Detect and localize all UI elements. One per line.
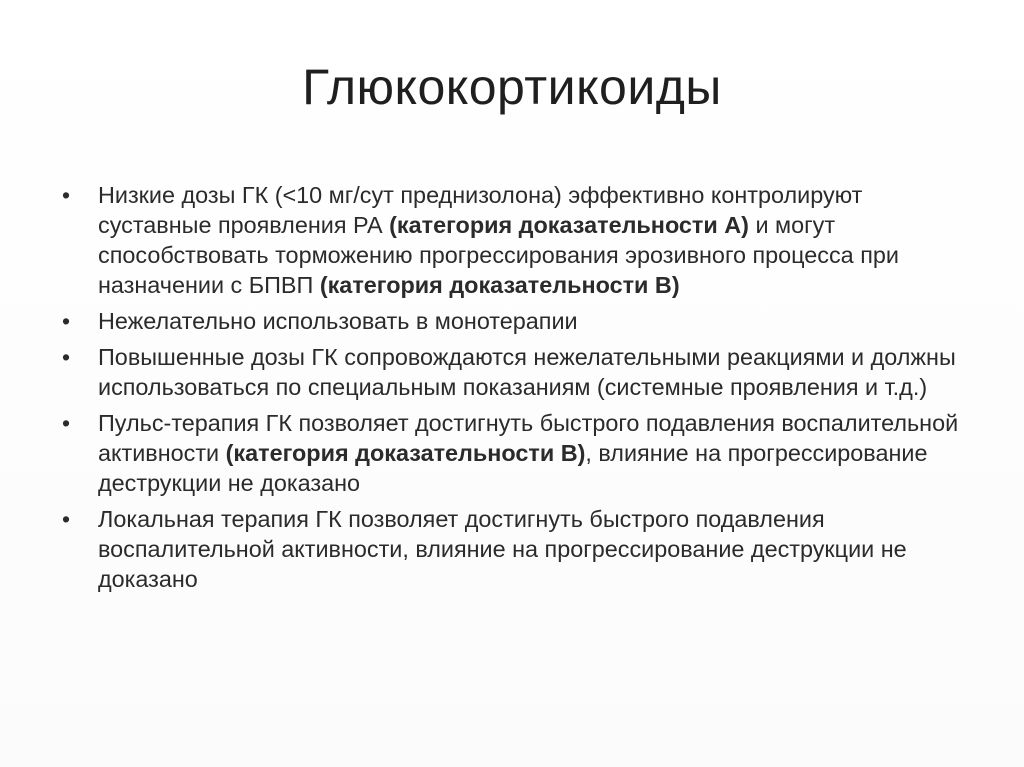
bullet-item-2 [62, 306, 962, 336]
bullet-item-4 [62, 408, 962, 498]
bullet-text: Локальная терапия ГК позволяет достигнуть быстрого подавления воспалительной активности, влияние на прогрессирование деструкции не доказано [98, 506, 907, 592]
evidence-category-label: (категория доказательности А) [389, 212, 749, 238]
bullet-text: и могут способствовать торможению прогрессирования эрозивного процесса при назначении с БПВП [98, 212, 899, 298]
bullet-item-1 [62, 180, 962, 300]
bullet-marker: • [62, 506, 71, 532]
bullet-text: Нежелательно использовать в монотерапии [98, 308, 578, 334]
bullet-marker: • [62, 308, 71, 334]
bullet-list [62, 180, 962, 600]
evidence-category-label: (категория доказательности В) [319, 272, 680, 298]
bullet-text: Низкие дозы ГК (<10 мг/сут преднизолона) эффективно контролируют суставные проявления РА [98, 182, 863, 238]
bullet-marker: • [62, 182, 71, 208]
slide-title: Глюкокортикоиды [302, 59, 722, 115]
bullet-marker: • [62, 410, 71, 436]
bullet-text: Повышенные дозы ГК сопровождаются нежелательными реакциями и должны использоваться по специальным показаниям (системные проявления и т.д.) [98, 344, 956, 400]
bullet-text: , влияние на прогрессирование деструкции не доказано [98, 440, 928, 496]
bullet-item-3 [62, 342, 962, 402]
bullet-text: Пульс-терапия ГК позволяет достигнуть быстрого подавления воспалительной активности [98, 410, 959, 466]
evidence-category-label: (категория доказательности В) [225, 440, 586, 466]
bullet-item-5 [62, 504, 962, 594]
bullet-marker: • [62, 344, 71, 370]
